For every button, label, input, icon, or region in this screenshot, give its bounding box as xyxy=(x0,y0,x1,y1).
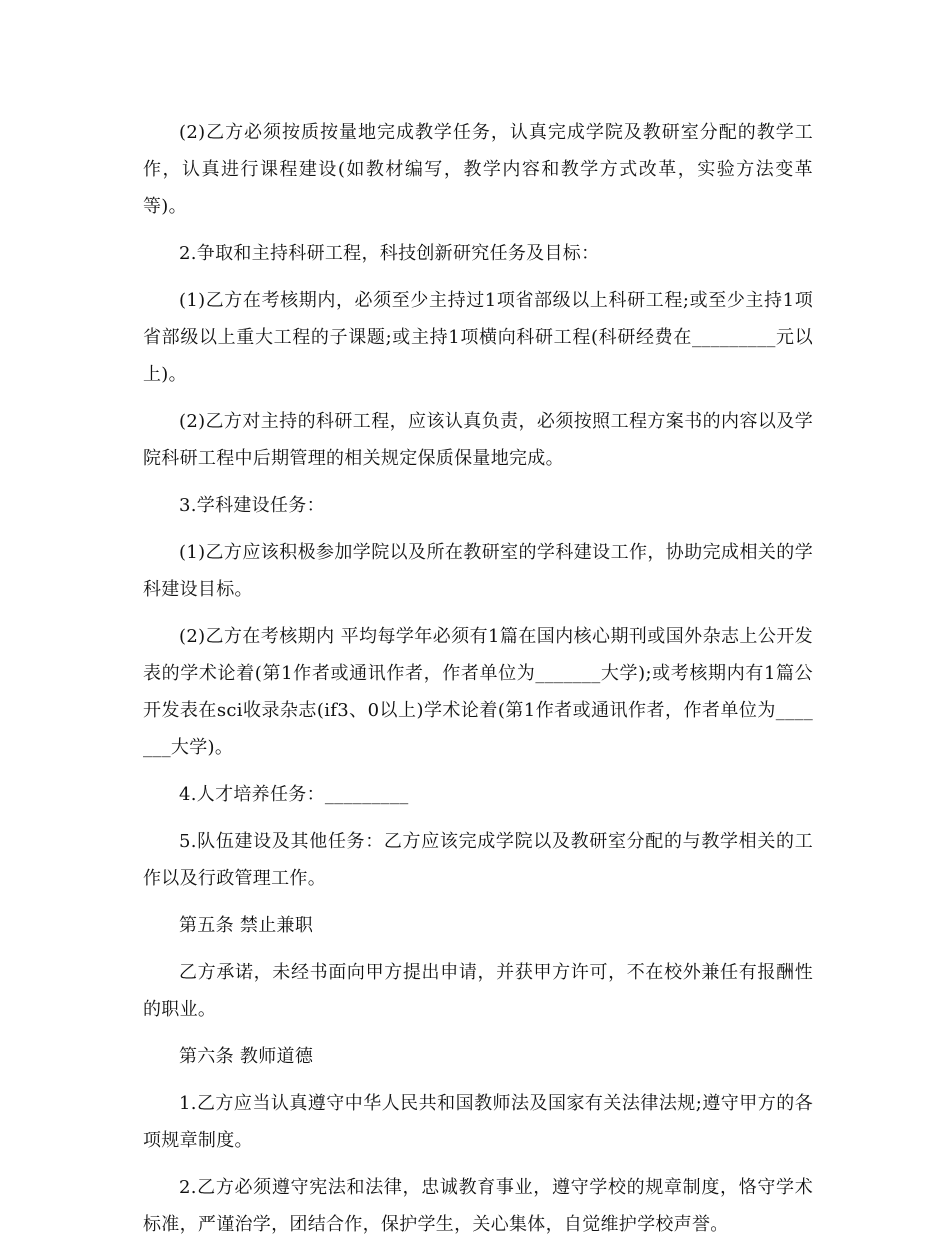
paragraph-research-responsibility: (2)乙方对主持的科研工程，应该认真负责，必须按照工程方案书的内容以及学院科研工程中后期管理的相关规定保质保量地完成。 xyxy=(143,411,813,469)
paragraph-teaching-quality: (2)乙方必须按质按量地完成教学任务，认真完成学院及教研室分配的教学工作，认真进行课程建设(如教材编写，教学内容和教学方式改革，实验方法变革等)。 xyxy=(143,122,813,217)
paragraph-no-part-time: 乙方承诺，未经书面向甲方提出申请，并获甲方许可，不在校外兼任有报酬性的职业。 xyxy=(143,962,813,1020)
section-discipline-building: 3.学科建设任务： xyxy=(179,495,325,516)
section-team-building: 5.队伍建设及其他任务：乙方应该完成学院以及教研室分配的与教学相关的工作以及行政管理工作。 xyxy=(143,831,813,889)
paragraph-research-requirement: (1)乙方在考核期内，必须至少主持过1项省部级以上科研工程;或至少主持1项省部级以上重大工程的子课题;或主持1项横向科研工程(科研经费在_________元以上)。 xyxy=(143,290,813,385)
document-body xyxy=(143,114,813,1253)
section-research-projects: 2.争取和主持科研工程，科技创新研究任务及目标： xyxy=(179,243,600,264)
paragraph-ethics-conduct: 2.乙方必须遵守宪法和法律，忠诚教育事业，遵守学校的规章制度，恪守学术标准，严谨治学，团结合作，保护学生，关心集体，自觉维护学校声誉。 xyxy=(143,1177,813,1235)
paragraph-publication-requirement: (2)乙方在考核期内 平均每学年必须有1篇在国内核心期刊或国外杂志上公开发表的学术论着(第1作者或通讯作者，作者单位为_______大学);或考核期内有1篇公开发表在sci收录杂志(if3、0以上)学术论着(第1作者或通讯作者，作者单位为_______大学)。 xyxy=(143,626,813,758)
paragraph-ethics-laws: 1.乙方应当认真遵守中华人民共和国教师法及国家有关法律法规;遵守甲方的各项规章制度。 xyxy=(143,1093,813,1151)
section-talent-training: 4.人才培养任务：_________ xyxy=(179,784,409,805)
article-6-heading: 第六条 教师道德 xyxy=(179,1046,314,1067)
paragraph-discipline-participation: (1)乙方应该积极参加学院以及所在教研室的学科建设工作，协助完成相关的学科建设目标。 xyxy=(143,542,813,600)
article-5-heading: 第五条 禁止兼职 xyxy=(179,915,314,936)
